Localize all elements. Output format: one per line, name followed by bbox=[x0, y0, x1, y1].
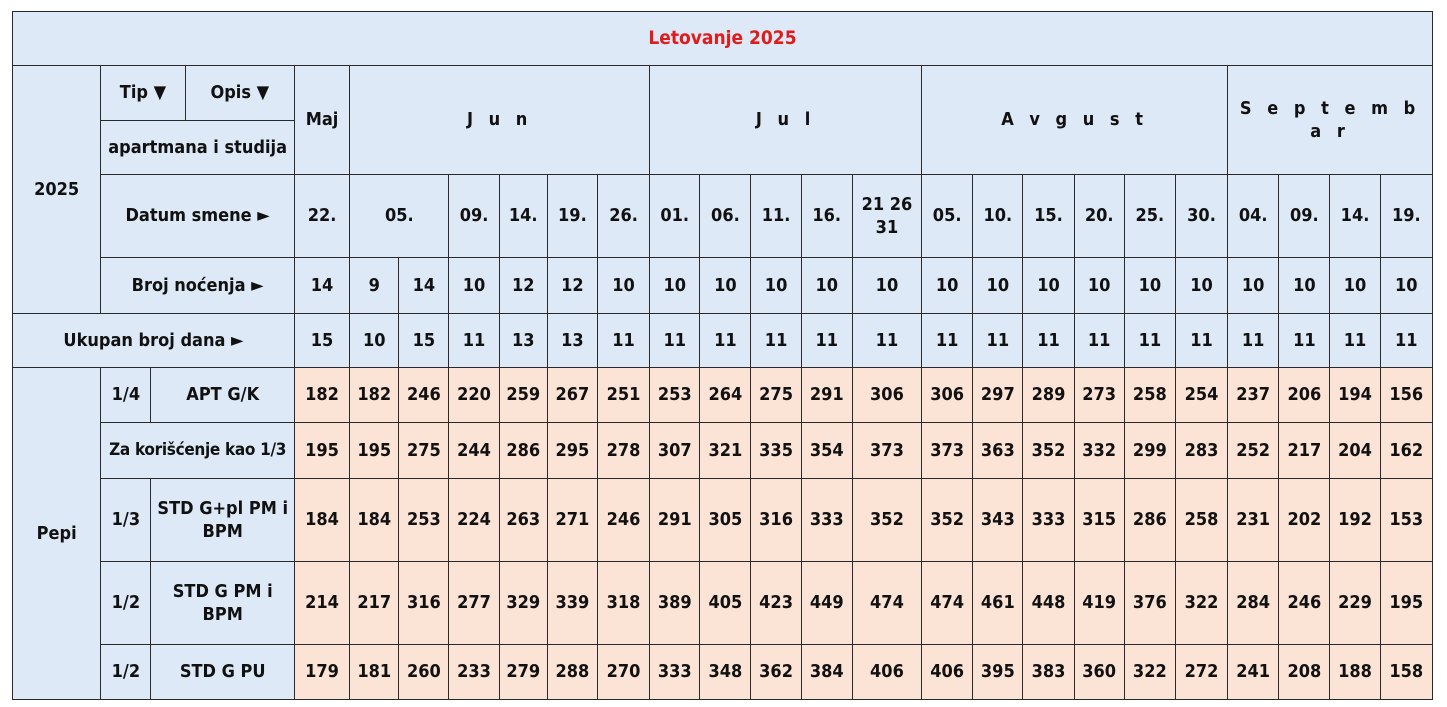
ukupan-broj-dana-label: Ukupan broj dana ► bbox=[13, 314, 295, 368]
room-opis: STD G+pl PM i BPM bbox=[151, 479, 294, 562]
price-cell: 448 bbox=[1023, 562, 1074, 645]
nights-value: 10 bbox=[597, 258, 649, 314]
nights-value: 10 bbox=[1124, 258, 1175, 314]
price-cell: 206 bbox=[1279, 368, 1330, 423]
opis-header: Opis ▼ bbox=[185, 66, 294, 121]
price-cell: 352 bbox=[1023, 423, 1074, 479]
price-cell: 295 bbox=[547, 423, 597, 479]
days-value: 11 bbox=[1175, 314, 1227, 368]
price-cell: 241 bbox=[1228, 645, 1279, 700]
table-title: Letovanje 2025 bbox=[13, 12, 1433, 66]
days-value: 13 bbox=[547, 314, 597, 368]
price-cell: 373 bbox=[852, 423, 921, 479]
month-avgust: A v g u s t bbox=[922, 66, 1228, 175]
nights-value: 10 bbox=[852, 258, 921, 314]
price-cell: 474 bbox=[852, 562, 921, 645]
change-date: 26. bbox=[597, 175, 649, 258]
price-cell: 395 bbox=[973, 645, 1023, 700]
price-cell: 406 bbox=[922, 645, 973, 700]
price-cell: 278 bbox=[597, 423, 649, 479]
price-cell: 333 bbox=[1023, 479, 1074, 562]
price-cell: 270 bbox=[597, 645, 649, 700]
price-cell: 283 bbox=[1175, 423, 1227, 479]
nights-value: 10 bbox=[1228, 258, 1279, 314]
price-cell: 307 bbox=[650, 423, 700, 479]
price-cell: 229 bbox=[1330, 562, 1380, 645]
price-cell: 291 bbox=[650, 479, 700, 562]
days-value: 11 bbox=[700, 314, 751, 368]
price-cell: 291 bbox=[801, 368, 852, 423]
price-cell: 322 bbox=[1175, 562, 1227, 645]
price-cell: 204 bbox=[1330, 423, 1380, 479]
days-value: 11 bbox=[852, 314, 921, 368]
days-value: 11 bbox=[1228, 314, 1279, 368]
price-cell: 260 bbox=[399, 645, 449, 700]
price-cell: 406 bbox=[852, 645, 921, 700]
price-cell: 333 bbox=[650, 645, 700, 700]
price-cell: 195 bbox=[350, 423, 399, 479]
price-cell: 306 bbox=[852, 368, 921, 423]
price-cell: 363 bbox=[973, 423, 1023, 479]
price-cell: 179 bbox=[294, 645, 349, 700]
property-name: Pepi bbox=[13, 368, 101, 700]
days-value: 11 bbox=[801, 314, 852, 368]
price-cell: 339 bbox=[547, 562, 597, 645]
days-value: 11 bbox=[751, 314, 801, 368]
broj-nocenja-label: Broj noćenja ► bbox=[101, 258, 295, 314]
price-cell: 253 bbox=[399, 479, 449, 562]
price-cell: 195 bbox=[294, 423, 349, 479]
price-cell: 306 bbox=[922, 368, 973, 423]
price-cell: 318 bbox=[597, 562, 649, 645]
change-date: 20. bbox=[1074, 175, 1124, 258]
change-date: 09. bbox=[449, 175, 499, 258]
days-value: 11 bbox=[1279, 314, 1330, 368]
change-date: 10. bbox=[973, 175, 1023, 258]
nights-value: 10 bbox=[973, 258, 1023, 314]
change-date: 30. bbox=[1175, 175, 1227, 258]
price-cell: 181 bbox=[350, 645, 399, 700]
days-value: 13 bbox=[499, 314, 547, 368]
price-cell: 237 bbox=[1228, 368, 1279, 423]
room-tip: 1/2 bbox=[101, 562, 151, 645]
price-cell: 419 bbox=[1074, 562, 1124, 645]
change-date: 01. bbox=[650, 175, 700, 258]
nights-value: 10 bbox=[1330, 258, 1380, 314]
change-date: 04. bbox=[1228, 175, 1279, 258]
price-cell: 220 bbox=[449, 368, 499, 423]
nights-value: 14 bbox=[399, 258, 449, 314]
nights-value: 10 bbox=[801, 258, 852, 314]
room-tip: 1/4 bbox=[101, 368, 151, 423]
price-cell: 217 bbox=[350, 562, 399, 645]
days-value: 11 bbox=[597, 314, 649, 368]
nights-value: 14 bbox=[294, 258, 349, 314]
price-cell: 275 bbox=[751, 368, 801, 423]
days-value: 11 bbox=[973, 314, 1023, 368]
nights-value: 12 bbox=[547, 258, 597, 314]
room-opis: Za korišćenje kao 1/3 bbox=[101, 423, 295, 479]
price-cell: 286 bbox=[1124, 479, 1175, 562]
price-cell: 297 bbox=[973, 368, 1023, 423]
price-cell: 217 bbox=[1279, 423, 1330, 479]
nights-value: 10 bbox=[1175, 258, 1227, 314]
nights-value: 10 bbox=[700, 258, 751, 314]
change-date: 05. bbox=[350, 175, 449, 258]
days-value: 11 bbox=[650, 314, 700, 368]
price-cell: 321 bbox=[700, 423, 751, 479]
price-cell: 289 bbox=[1023, 368, 1074, 423]
days-value: 11 bbox=[449, 314, 499, 368]
price-cell: 258 bbox=[1175, 479, 1227, 562]
month-maj: Maj bbox=[294, 66, 349, 175]
price-cell: 264 bbox=[700, 368, 751, 423]
month-jun: J u n bbox=[350, 66, 650, 175]
nights-value: 10 bbox=[1074, 258, 1124, 314]
price-cell: 343 bbox=[973, 479, 1023, 562]
price-cell: 322 bbox=[1124, 645, 1175, 700]
tip-header: Tip ▼ bbox=[101, 66, 185, 121]
price-cell: 329 bbox=[499, 562, 547, 645]
price-cell: 162 bbox=[1380, 423, 1432, 479]
price-cell: 332 bbox=[1074, 423, 1124, 479]
change-date: 19. bbox=[547, 175, 597, 258]
change-date: 21 26 31 bbox=[852, 175, 921, 258]
price-cell: 192 bbox=[1330, 479, 1380, 562]
price-cell: 156 bbox=[1380, 368, 1432, 423]
price-cell: 423 bbox=[751, 562, 801, 645]
room-opis: STD G PM i BPM bbox=[151, 562, 294, 645]
price-cell: 275 bbox=[399, 423, 449, 479]
change-date: 25. bbox=[1124, 175, 1175, 258]
price-cell: 335 bbox=[751, 423, 801, 479]
price-cell: 202 bbox=[1279, 479, 1330, 562]
change-date: 09. bbox=[1279, 175, 1330, 258]
month-jul: J u l bbox=[650, 66, 922, 175]
year-cell: 2025 bbox=[13, 66, 101, 314]
price-cell: 184 bbox=[294, 479, 349, 562]
price-cell: 376 bbox=[1124, 562, 1175, 645]
nights-value: 10 bbox=[1279, 258, 1330, 314]
nights-value: 10 bbox=[1380, 258, 1432, 314]
price-cell: 231 bbox=[1228, 479, 1279, 562]
price-cell: 272 bbox=[1175, 645, 1227, 700]
price-cell: 360 bbox=[1074, 645, 1124, 700]
price-table bbox=[12, 11, 1433, 700]
nights-value: 10 bbox=[650, 258, 700, 314]
price-cell: 352 bbox=[922, 479, 973, 562]
price-cell: 244 bbox=[449, 423, 499, 479]
change-date: 15. bbox=[1023, 175, 1074, 258]
price-cell: 194 bbox=[1330, 368, 1380, 423]
price-cell: 316 bbox=[399, 562, 449, 645]
nights-value: 10 bbox=[922, 258, 973, 314]
nights-value: 10 bbox=[449, 258, 499, 314]
price-cell: 348 bbox=[700, 645, 751, 700]
price-cell: 354 bbox=[801, 423, 852, 479]
days-value: 11 bbox=[1124, 314, 1175, 368]
price-cell: 251 bbox=[597, 368, 649, 423]
apartmana-label: apartmana i studija bbox=[101, 121, 295, 175]
price-cell: 449 bbox=[801, 562, 852, 645]
price-cell: 158 bbox=[1380, 645, 1432, 700]
price-cell: 389 bbox=[650, 562, 700, 645]
price-cell: 259 bbox=[499, 368, 547, 423]
price-cell: 224 bbox=[449, 479, 499, 562]
price-cell: 333 bbox=[801, 479, 852, 562]
price-cell: 362 bbox=[751, 645, 801, 700]
price-cell: 315 bbox=[1074, 479, 1124, 562]
price-cell: 373 bbox=[922, 423, 973, 479]
datum-smene-label: Datum smene ► bbox=[101, 175, 295, 258]
price-cell: 271 bbox=[547, 479, 597, 562]
price-cell: 384 bbox=[801, 645, 852, 700]
days-value: 10 bbox=[350, 314, 399, 368]
price-cell: 352 bbox=[852, 479, 921, 562]
price-cell: 246 bbox=[1279, 562, 1330, 645]
days-value: 11 bbox=[1074, 314, 1124, 368]
price-cell: 263 bbox=[499, 479, 547, 562]
change-date: 11. bbox=[751, 175, 801, 258]
price-cell: 383 bbox=[1023, 645, 1074, 700]
price-cell: 288 bbox=[547, 645, 597, 700]
price-cell: 286 bbox=[499, 423, 547, 479]
price-cell: 461 bbox=[973, 562, 1023, 645]
days-value: 11 bbox=[1023, 314, 1074, 368]
nights-value: 12 bbox=[499, 258, 547, 314]
nights-value: 9 bbox=[350, 258, 399, 314]
change-date: 22. bbox=[294, 175, 349, 258]
price-cell: 405 bbox=[700, 562, 751, 645]
days-value: 15 bbox=[294, 314, 349, 368]
days-value: 11 bbox=[1380, 314, 1432, 368]
month-septembar: S e p t e m b a r bbox=[1228, 66, 1433, 175]
price-cell: 195 bbox=[1380, 562, 1432, 645]
change-date: 06. bbox=[700, 175, 751, 258]
days-value: 11 bbox=[1330, 314, 1380, 368]
price-cell: 273 bbox=[1074, 368, 1124, 423]
price-cell: 252 bbox=[1228, 423, 1279, 479]
change-date: 14. bbox=[1330, 175, 1380, 258]
change-date: 19. bbox=[1380, 175, 1432, 258]
room-opis: STD G PU bbox=[151, 645, 294, 700]
price-cell: 305 bbox=[700, 479, 751, 562]
days-value: 15 bbox=[399, 314, 449, 368]
price-cell: 188 bbox=[1330, 645, 1380, 700]
room-tip: 1/2 bbox=[101, 645, 151, 700]
change-date: 14. bbox=[499, 175, 547, 258]
change-date: 05. bbox=[922, 175, 973, 258]
price-cell: 316 bbox=[751, 479, 801, 562]
nights-value: 10 bbox=[751, 258, 801, 314]
price-cell: 474 bbox=[922, 562, 973, 645]
price-cell: 284 bbox=[1228, 562, 1279, 645]
days-value: 11 bbox=[922, 314, 973, 368]
price-cell: 277 bbox=[449, 562, 499, 645]
room-tip: 1/3 bbox=[101, 479, 151, 562]
price-cell: 208 bbox=[1279, 645, 1330, 700]
room-opis: APT G/K bbox=[151, 368, 294, 423]
price-cell: 246 bbox=[597, 479, 649, 562]
price-cell: 153 bbox=[1380, 479, 1432, 562]
price-cell: 184 bbox=[350, 479, 399, 562]
price-cell: 233 bbox=[449, 645, 499, 700]
price-cell: 299 bbox=[1124, 423, 1175, 479]
price-cell: 267 bbox=[547, 368, 597, 423]
price-cell: 258 bbox=[1124, 368, 1175, 423]
price-cell: 214 bbox=[294, 562, 349, 645]
price-cell: 182 bbox=[350, 368, 399, 423]
price-cell: 279 bbox=[499, 645, 547, 700]
price-cell: 253 bbox=[650, 368, 700, 423]
nights-value: 10 bbox=[1023, 258, 1074, 314]
price-cell: 246 bbox=[399, 368, 449, 423]
price-cell: 182 bbox=[294, 368, 349, 423]
change-date: 16. bbox=[801, 175, 852, 258]
price-cell: 254 bbox=[1175, 368, 1227, 423]
